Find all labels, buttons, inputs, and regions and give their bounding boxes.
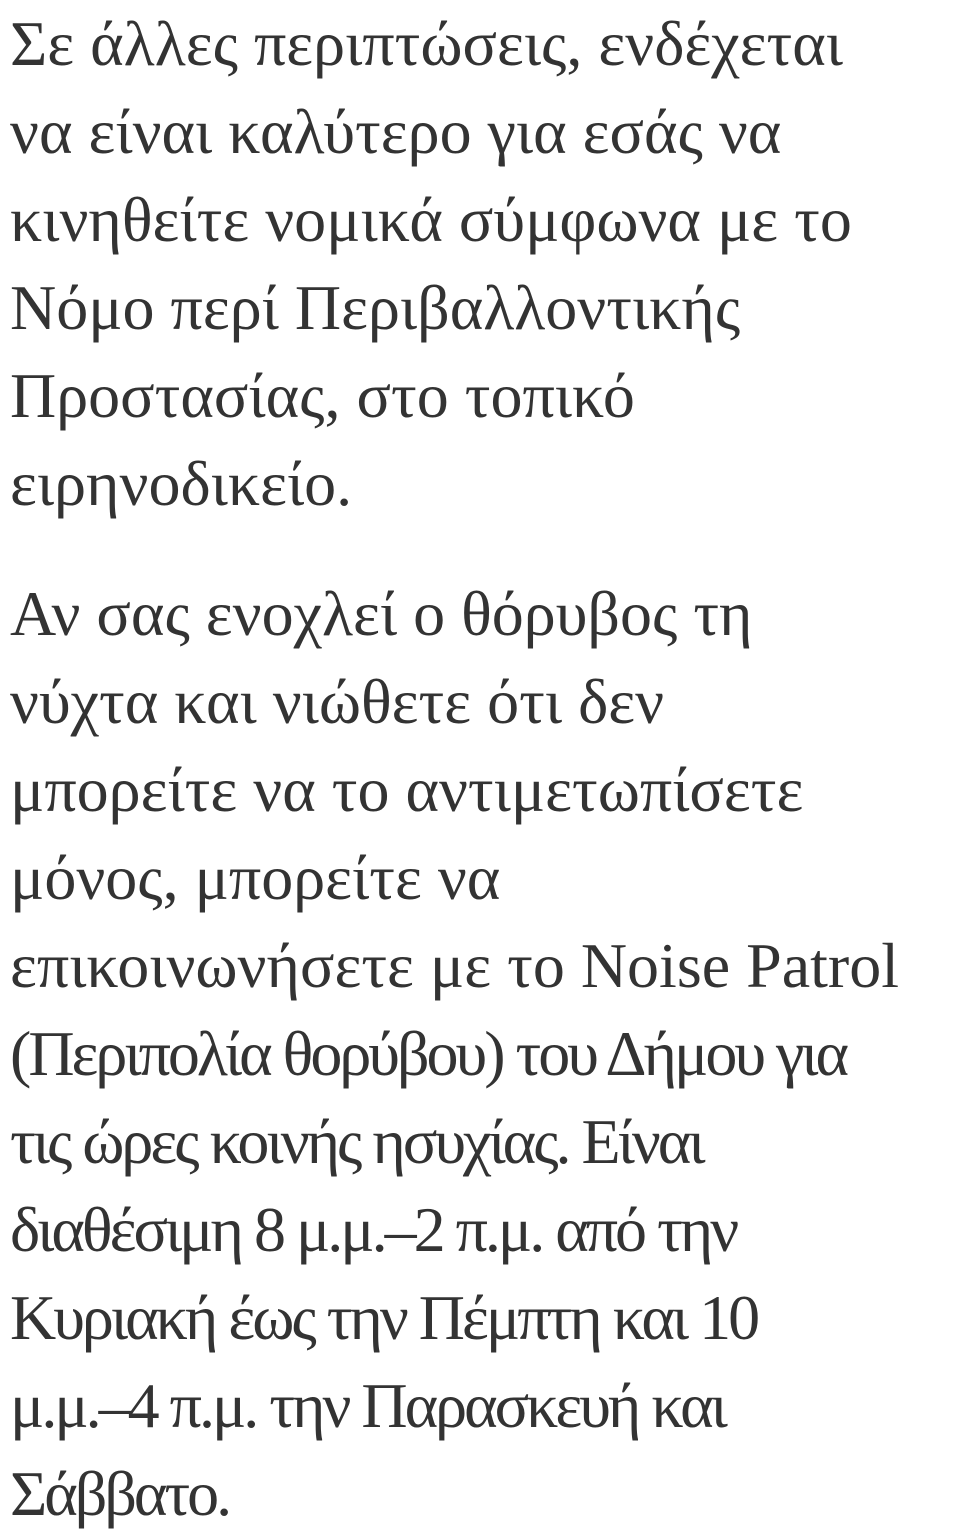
text-line: ειρηνοδικείο. — [10, 448, 353, 519]
text-line: Σε άλλες περιπτώσεις, ενδέχεται — [10, 8, 843, 79]
text-line: μόνος, μπορείτε να — [10, 842, 501, 913]
text-line: Προστασίας, στο τοπικό — [10, 360, 635, 431]
text-line: διαθέσιμη 8 μ.μ.–2 π.μ. από την — [10, 1194, 737, 1265]
text-line: επικοινωνήσετε με το Noise Patrol — [10, 930, 899, 1001]
text-line: Αν σας ενοχλεί ο θόρυβος τη — [10, 578, 753, 649]
text-line: νύχτα και νιώθετε ότι δεν — [10, 666, 665, 737]
text-line: να είναι καλύτερο για εσάς να — [10, 96, 782, 167]
text-line: Σάββατο. — [10, 1458, 230, 1529]
text-line: τις ώρες κοινής ησυχίας. Είναι — [10, 1106, 703, 1177]
text-line: κινηθείτε νομικά σύμφωνα με το — [10, 184, 852, 255]
text-line: Κυριακή έως την Πέμπτη και 10 — [10, 1282, 758, 1353]
text-line: (Περιπολία θορύβου) του Δήμου για — [10, 1018, 847, 1089]
text-line: μπορείτε να το αντιμετωπίσετε — [10, 754, 804, 825]
text-line: Νόμο περί Περιβαλλοντικής — [10, 272, 741, 343]
text-line: μ.μ.–4 π.μ. την Παρασκευή και — [10, 1370, 725, 1441]
